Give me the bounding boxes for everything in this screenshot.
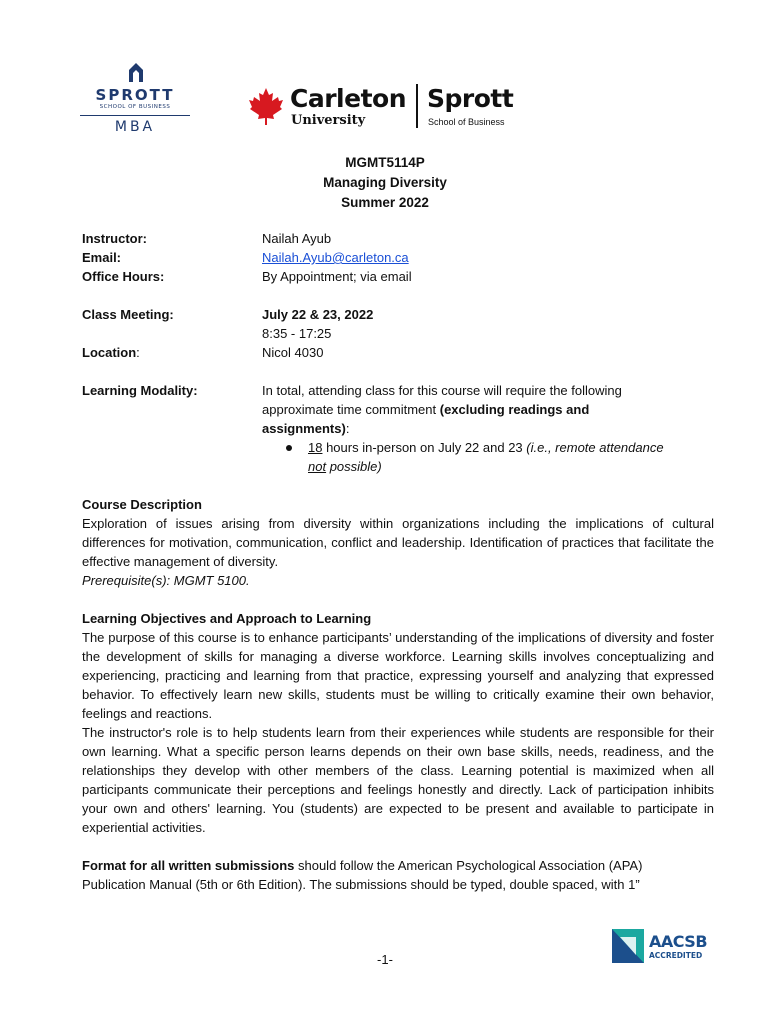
bullet-line-2: not possible) [308, 459, 382, 474]
aacsb-wordmark: AACSB [649, 932, 708, 951]
sprott-wordmark: SPROTT [95, 86, 175, 104]
class-meeting-time: 8:35 - 17:25 [262, 326, 332, 341]
email-label: Email: [82, 250, 122, 265]
learning-modality-label: Learning Modality: [82, 383, 198, 398]
maple-leaf-icon [248, 86, 284, 126]
learning-paragraph-2: The instructor's role is to help students learn from their experiences while students are responsible for their own learning. What a specific person learns depends on their own base skills, needs, readiness, and the relationships they develop with other members of the class. Learning potential is maximized when all participants communicate their perceptions and feelings honestly and directly. Lack of participation inhibits your own and others' learning. You (students) are expected to be present and available to participate in experiential activities. [82, 725, 714, 835]
carleton-sprott-logo [248, 84, 518, 130]
aacsb-mark-icon [612, 929, 644, 963]
course-description-body: Exploration of issues arising from diversity within organizations including the implications of cultural differences for motivation, communication, conflict and leadership. Identification of practices that facilitate the effective management of diversity. [82, 516, 714, 569]
modality-line-1: In total, attending class for this course will require the following [262, 383, 622, 398]
course-description-heading: Course Description [82, 497, 202, 512]
sprott-crest-icon [127, 62, 145, 82]
course-title: Managing Diversity [323, 175, 447, 190]
aacsb-logo [612, 929, 712, 965]
class-meeting-label: Class Meeting: [82, 307, 174, 322]
format-line-1: Format for all written submissions should follow the American Psychological Association (APA) [82, 858, 643, 873]
aacsb-accredited: ACCREDITED [649, 951, 703, 960]
format-line-2: Publication Manual (5th or 6th Edition). The submissions should be typed, double spaced, with 1” [82, 877, 640, 892]
sprott-school-label: School of Business [428, 117, 505, 127]
page-number: -1- [377, 952, 393, 967]
course-term: Summer 2022 [341, 195, 429, 210]
location-label: Location: [82, 345, 140, 360]
class-meeting-date: July 22 & 23, 2022 [262, 307, 374, 322]
instructor-name: Nailah Ayub [262, 231, 332, 246]
location-value: Nicol 4030 [262, 345, 324, 360]
learning-objectives-heading: Learning Objectives and Approach to Learning [82, 611, 372, 626]
carleton-wordmark: Carleton [290, 84, 406, 113]
modality-line-3: assignments): [262, 421, 350, 436]
office-hours-value: By Appointment; via email [262, 269, 412, 284]
logo-divider [416, 84, 418, 128]
bullet-dot-icon [286, 445, 292, 451]
office-hours-label: Office Hours: [82, 269, 165, 284]
sprott-mba-logo [80, 62, 190, 138]
sprott-logo-wordmark: Sprott [427, 84, 514, 113]
prerequisites: Prerequisite(s): MGMT 5100. [82, 573, 250, 588]
course-code: MGMT5114P [345, 155, 425, 170]
instructor-label: Instructor: [82, 231, 147, 246]
carleton-university-label: University [291, 113, 366, 128]
mba-wordmark: MBA [114, 119, 156, 135]
sprott-divider [80, 115, 190, 116]
bullet-line-1: 18 hours in-person on July 22 and 23 (i.e., remote attendance [308, 440, 664, 455]
instructor-email-link[interactable]: Nailah.Ayub@carleton.ca [262, 250, 409, 265]
modality-line-2: approximate time commitment (excluding readings and [262, 402, 590, 417]
sprott-subtitle: SCHOOL OF BUSINESS [99, 104, 171, 110]
learning-paragraph-1: The purpose of this course is to enhance participants’ understanding of the implications of diversity and foster the development of skills for managing a diverse workforce. Learning skills involves conceptualizing and experiencing, practicing and learning from that practice, expressing yourself and analyzing that expressed behavior. To effectively learn new skills, students must be willing to critically examine their own behavior, feelings and reactions. [82, 630, 714, 721]
